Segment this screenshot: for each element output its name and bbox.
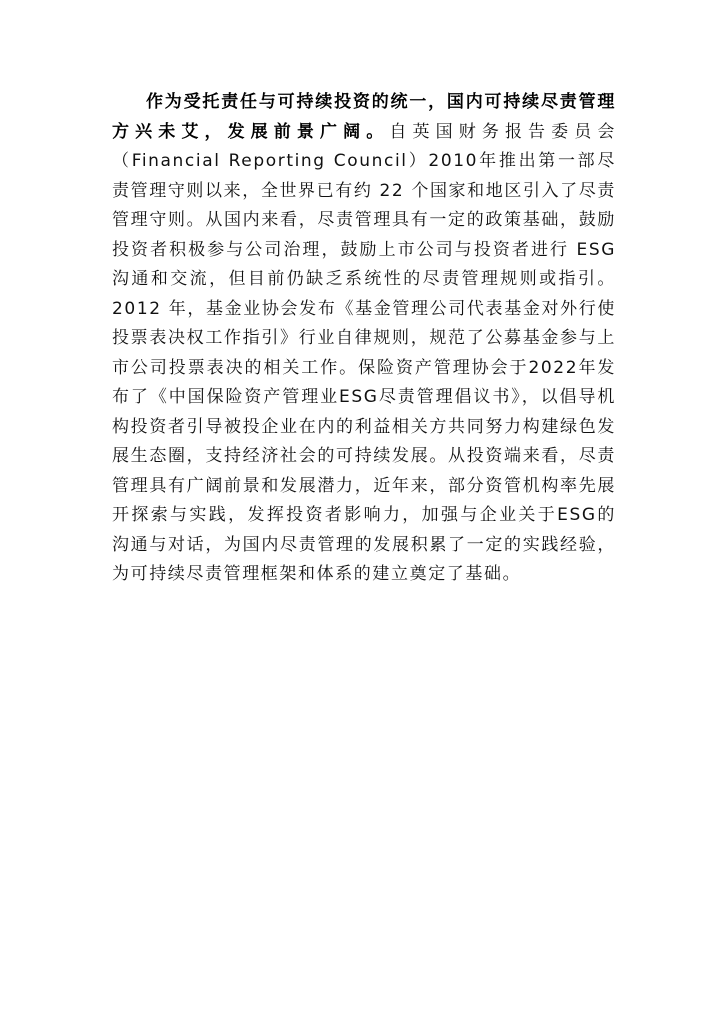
body-paragraph — [112, 88, 616, 590]
lead-sentence: 作为受托责任与可持续投资的统一，国内可持续尽责管理方兴未艾，发展前景广阔。 — [112, 92, 616, 142]
paragraph-text: 自英国财务报告委员会（Financial Reporting Council）2010年推出第一部尽责管理守则以来，全世界已有约 22 个国家和地区引入了尽责管理守则。从国内来看，尽责管理具有一定的政策基础，鼓励投资者积极参与公司治理，鼓励上市公司与投资者进行 ESG 沟通和交流，但目前仍缺乏系统性的尽责管理规则或指引。2012 年，基金业协会发布《基金管理公司代表基金对外行使投票表决权工作指引》行业自律规则，规范了公募基金参与上市公司投票表决的相关工作。保险资产管理协会于2022年发布了《中国保险资产管理业ESG尽责管理倡议书》，以倡导机构投资者引导被投企业在内的利益相关方共同努力构建绿色发展生态圈，支持经济社会的可持续发展。从投资端来看，尽责管理具有广阔前景和发展潜力，近年来，部分资管机构率先展开探索与实践，发挥投资者影响力，加强与企业关于ESG的沟通与对话，为国内尽责管理的发展积累了一定的实践经验，为可持续尽责管理框架和体系的建立奠定了基础。 — [112, 121, 617, 584]
